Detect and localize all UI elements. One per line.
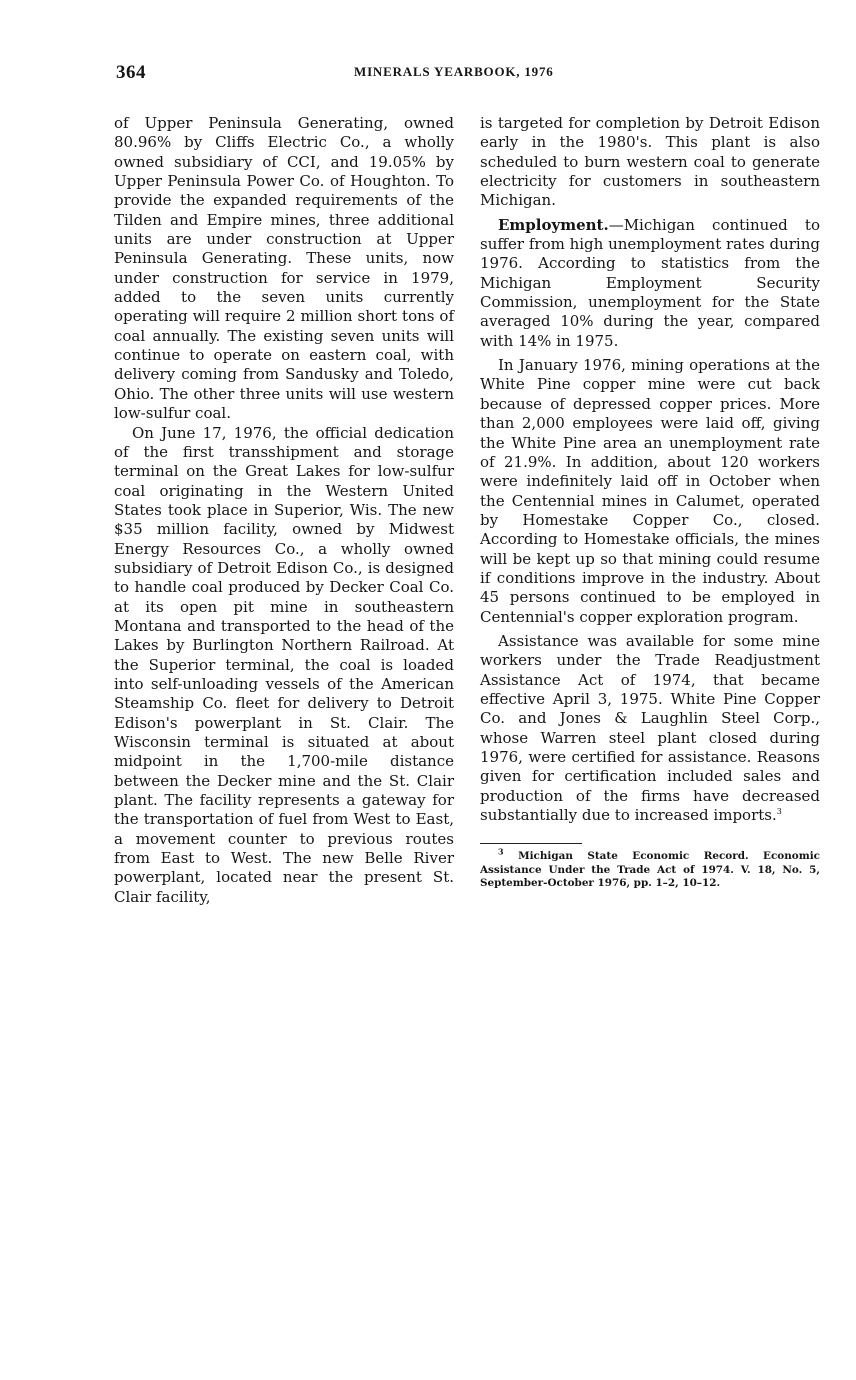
assistance-text: Assistance was available for some mine workers under the Trade Readjustment Assistance Act of 1974, that became effective April 3, 1975. White Pine Copper Co. and Jones & Laughlin Steel Corp., whose Warren steel plant closed during 1976, were certified for assistance. Reasons given for certification included sales and production of the firms have decreased substantially due to increased imports. [480, 631, 820, 825]
paragraph-assistance [480, 632, 820, 825]
paragraph-terminal-dedication: On June 17, 1976, the official dedication of the first transshipment and storage terminal on the Great Lakes for low-sulfur coal originating in the Western United States took place in Superior, Wis. The new $35 million facility, owned by Midwest Energy Resources Co., a wholly owned subsidiary of Detroit Edison Co., is designed to handle coal produced by Decker Coal Co. at its open pit mine in southeastern Montana and transported to the head of the Lakes by Burlington Northern Railroad. At the Superior terminal, the coal is loaded into self-unloading vessels of the American Steamship Co. fleet for delivery to Detroit Edison's powerplant in St. Clair. The Wisconsin terminal is situated at about midpoint in the 1,700-mile distance between the Decker mine and the St. Clair plant. The facility represents a gateway for the transportation of fuel from West to East, a movement counter to previous routes from East to West. The new Belle River powerplant, located near the present St. Clair facility, [114, 423, 454, 906]
paragraph-white-pine: In January 1976, mining operations at the White Pine copper mine were cut back because of depressed copper prices. More than 2,000 employees were laid off, giving the White Pine area an unemployment rate of 21.9%. In addition, about 120 workers were indefinitely laid off in October when the Centennial mines in Calumet, operated by Homestake Copper Co., closed. According to Homestake officials, the mines will be kept up so that mining could resume if conditions improve in the industry. About 45 persons continued to be employed in Centennial's copper exploration program. [480, 356, 820, 626]
right-column [480, 114, 820, 890]
footnote [480, 846, 820, 890]
employment-heading: Employment. [498, 215, 609, 234]
running-head [116, 62, 822, 86]
footnote-reference: 3 [776, 807, 782, 817]
footnote-text: Michigan State Economic Record. Economic Assistance Under the Trade Act of 1974. V. 18, No. 5, September-October 1976, pp. 1–2, 10–12. [480, 850, 820, 889]
running-title: MINERALS YEARBOOK, 1976 [354, 64, 554, 79]
paragraph-upper-peninsula: of Upper Peninsula Generating, owned 80.96% by Cliffs Electric Co., a wholly owned subsidiary of CCI, and 19.05% by Upper Peninsula Power Co. of Houghton. To provide the expanded requirements of the Tilden and Empire mines, three additional units are under construction at Upper Peninsula Generating. These units, now under construction for service in 1979, added to the seven units currently operating will require 2 million short tons of coal annually. The existing seven units will continue to operate on eastern coal, with delivery coming from Sandusky and Toledo, Ohio. The other three units will use western low-sulfur coal. [114, 114, 454, 423]
employment-text: —Michigan continued to suffer from high unemployment rates during 1976. According to statistics from the Michigan Employment Security Commission, unemployment for the State averaged 10% during the year, compared with 14% in 1975. [480, 215, 820, 350]
footnote-divider [480, 843, 582, 844]
paragraph-employment [480, 216, 820, 351]
left-column [114, 114, 454, 907]
page-number: 364 [116, 62, 146, 83]
footnote-marker: 3 [498, 846, 504, 857]
paragraph-belle-river: is targeted for completion by Detroit Edison early in the 1980's. This plant is also scheduled to burn western coal to generate electricity for customers in southeastern Michigan. [480, 114, 820, 210]
